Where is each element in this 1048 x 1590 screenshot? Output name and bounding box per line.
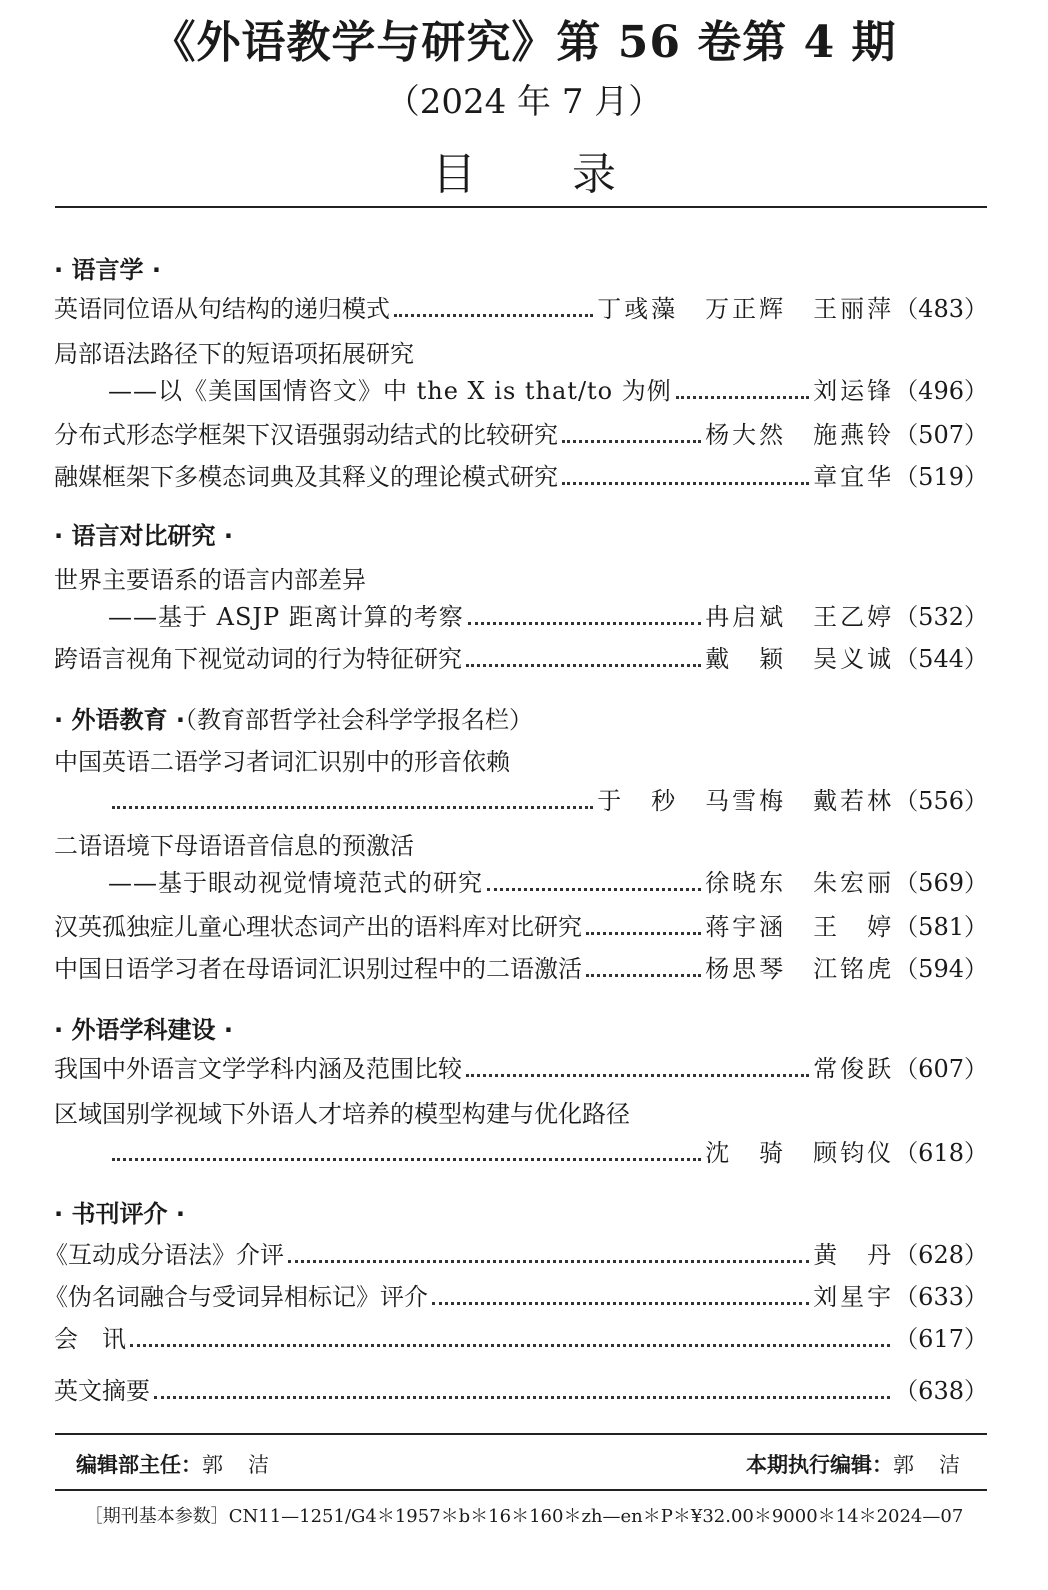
footer-divider-bottom	[55, 1489, 987, 1491]
contents-heading-char-2: 录	[572, 149, 616, 200]
entry-authors: 于 秒 马雪梅 戴若林	[597, 787, 895, 815]
entry-title: 汉英孤独症儿童心理状态词产出的语料库对比研究	[54, 913, 582, 941]
journal-title: 《外语教学与研究》第 56 卷第 4 期	[151, 17, 897, 68]
entry-authors: 章宜华	[813, 463, 895, 491]
dot-leader	[288, 1260, 809, 1263]
dot-leader	[586, 974, 701, 977]
issue-date: （2024 年 7 月）	[385, 82, 663, 122]
entry-title[interactable]: 区域国别学视域下外语人才培养的模型构建与优化路径	[54, 1100, 630, 1128]
entry-title: 跨语言视角下视觉动词的行为特征研究	[54, 645, 462, 673]
entry-authors: 丁彧藻 万正辉 王丽萍	[597, 295, 895, 323]
journal-parameters: ［期刊基本参数］CN11—1251/G4＊1957＊b＊16＊160＊zh—en＊P＊¥32.00＊9000＊14＊2024—07	[84, 1506, 964, 1527]
toc-entry[interactable]	[54, 1320, 988, 1354]
section-heading: · 书刊评介 ·	[54, 1200, 185, 1228]
entry-page: （633）	[894, 1283, 988, 1311]
section-heading: · 语言对比研究 ·	[54, 522, 233, 550]
entry-authors: 沈 骑 顾钧仪	[705, 1139, 895, 1167]
entry-title: 《伪名词融合与受词异相标记》评介	[44, 1283, 428, 1311]
entry-page: （556）	[894, 787, 988, 815]
section-heading: · 外语学科建设 ·	[54, 1016, 233, 1044]
entry-authors: 黄 丹	[813, 1241, 895, 1269]
entry-page: （594）	[894, 955, 988, 983]
entry-subtitle: ——以《美国国情咨文》中 the X is that/to 为例	[108, 377, 672, 405]
entry-authors: 杨大然 施燕铃	[705, 421, 895, 449]
entry-subtitle: ——基于 ASJP 距离计算的考察	[108, 603, 464, 631]
dot-leader	[112, 806, 593, 809]
entry-authors: 刘星宇	[813, 1283, 895, 1311]
dot-leader	[130, 1344, 890, 1347]
chief-editor	[76, 1449, 271, 1479]
entry-title: 我国中外语言文学学科内涵及范围比较	[54, 1055, 462, 1083]
toc-entry[interactable]	[108, 1134, 988, 1168]
executive-editor-name: 郭 洁	[893, 1453, 962, 1477]
entry-authors: 刘运锋	[813, 377, 895, 405]
section-heading-label: · 外语教育 ·	[54, 706, 185, 734]
section-heading-note: （教育部哲学社会科学学报名栏）	[184, 706, 533, 734]
contents-heading-char-1: 目	[432, 149, 476, 200]
toc-entry[interactable]	[108, 372, 988, 406]
dot-leader	[562, 482, 809, 485]
dot-leader	[394, 314, 593, 317]
executive-editor	[746, 1449, 962, 1479]
dot-leader	[432, 1302, 809, 1305]
entry-page: （519）	[894, 463, 988, 491]
executive-editor-label: 本期执行编辑：	[746, 1453, 893, 1477]
toc-entry[interactable]	[54, 640, 988, 674]
toc-entry[interactable]	[54, 1050, 988, 1084]
entry-title[interactable]: 世界主要语系的语言内部差异	[54, 566, 366, 594]
entry-title[interactable]: 中国英语二语学习者词汇识别中的形音依赖	[54, 748, 510, 776]
entry-page: （532）	[894, 603, 988, 631]
entry-title: 中国日语学习者在母语词汇识别过程中的二语激活	[54, 955, 582, 983]
entry-title: 英文摘要	[54, 1377, 150, 1405]
section-heading	[54, 700, 533, 735]
dot-leader	[487, 888, 701, 891]
entry-authors: 杨思琴 江铭虎	[705, 955, 895, 983]
entry-authors: 徐晓东 朱宏丽	[705, 869, 895, 897]
toc-entry[interactable]	[44, 1236, 988, 1270]
dot-leader	[154, 1396, 890, 1399]
toc-entry[interactable]	[44, 1278, 988, 1312]
entry-authors: 戴 颖 吴义诚	[705, 645, 895, 673]
entry-page: （618）	[894, 1139, 988, 1167]
dot-leader	[466, 664, 701, 667]
entry-page: （496）	[894, 377, 988, 405]
chief-editor-label: 编辑部主任：	[76, 1453, 202, 1477]
toc-entry[interactable]	[108, 864, 988, 898]
section-heading: · 语言学 ·	[54, 256, 161, 284]
toc-entry[interactable]	[54, 950, 988, 984]
toc-entry[interactable]	[108, 782, 988, 816]
entry-authors: 常俊跃	[813, 1055, 895, 1083]
dot-leader	[586, 932, 701, 935]
entry-title: 《互动成分语法》介评	[44, 1241, 284, 1269]
toc-entry[interactable]	[54, 458, 988, 492]
entry-page: （607）	[894, 1055, 988, 1083]
entry-authors: 蒋宇涵 王 婷	[705, 913, 895, 941]
entry-page: （628）	[894, 1241, 988, 1269]
dot-leader	[676, 396, 809, 399]
entry-title: 分布式形态学框架下汉语强弱动结式的比较研究	[54, 421, 558, 449]
toc-entry[interactable]	[54, 908, 988, 942]
entry-page: （507）	[894, 421, 988, 449]
top-divider	[55, 206, 987, 208]
toc-entry[interactable]	[54, 416, 988, 450]
entry-page: （569）	[894, 869, 988, 897]
entry-authors: 冉启斌 王乙婷	[705, 603, 895, 631]
entry-page: （617）	[894, 1325, 988, 1353]
entry-subtitle: ——基于眼动视觉情境范式的研究	[108, 869, 483, 897]
entry-page: （638）	[894, 1377, 988, 1405]
entry-page: （483）	[894, 295, 988, 323]
toc-entry[interactable]	[108, 598, 988, 632]
dot-leader	[562, 440, 701, 443]
toc-entry[interactable]	[54, 1372, 988, 1406]
dot-leader	[468, 622, 701, 625]
entry-page: （581）	[894, 913, 988, 941]
contents-heading	[0, 138, 1048, 202]
entry-title: 英语同位语从句结构的递归模式	[54, 295, 390, 323]
entry-title: 会 讯	[54, 1325, 126, 1353]
toc-entry[interactable]	[54, 290, 988, 324]
dot-leader	[466, 1074, 809, 1077]
footer-divider-top	[55, 1433, 987, 1435]
entry-title: 融媒框架下多模态词典及其释义的理论模式研究	[54, 463, 558, 491]
entry-title[interactable]: 局部语法路径下的短语项拓展研究	[54, 340, 414, 368]
entry-page: （544）	[894, 645, 988, 673]
chief-editor-name: 郭 洁	[202, 1453, 271, 1477]
entry-title[interactable]: 二语语境下母语语音信息的预激活	[54, 832, 414, 860]
dot-leader	[112, 1158, 701, 1161]
